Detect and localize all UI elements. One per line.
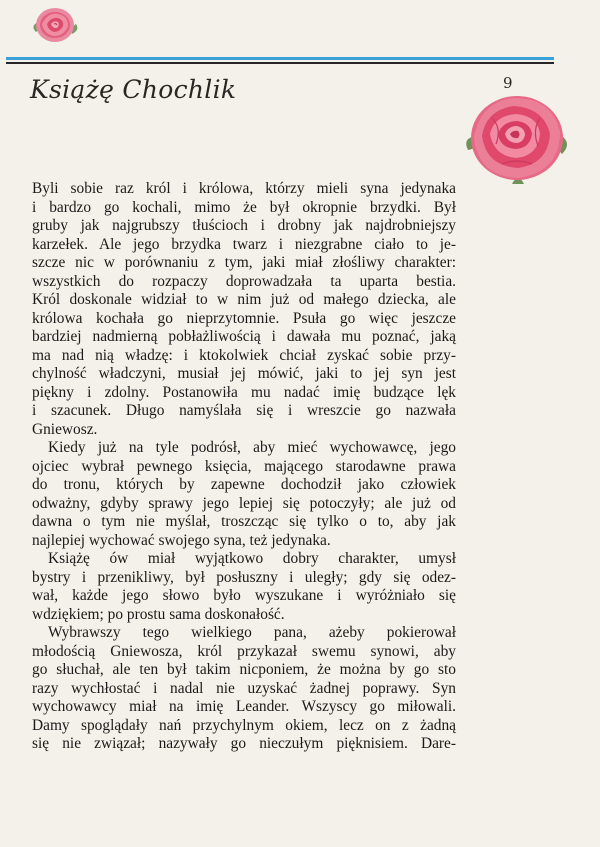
text-line: wał, każde jego słowo było wyszukane i wyróżniało się bbox=[32, 587, 456, 604]
text-line: chylność władczyni, musiał jej mówić, jaki to jej syn jest bbox=[32, 365, 456, 382]
text-line: najlepiej wychować swojego syna, też jedynaka. bbox=[32, 531, 331, 549]
text-line: Damy spoglądały nań przychylnym okiem, lecz on z żadną bbox=[32, 716, 456, 734]
text-line: Byli sobie raz król i królowa, którzy mieli syna jedynaka bbox=[32, 180, 456, 197]
header-rule-black bbox=[6, 62, 554, 64]
text-line: razy wychłostać i nadal nie uzyskać żadnej poprawy. Syn bbox=[32, 679, 456, 697]
text-line: bystry i przenikliwy, był posłuszny i uległy; gdy się odez- bbox=[32, 568, 456, 586]
chapter-title: Książę Chochlik bbox=[30, 75, 237, 104]
text-line: ma nad nią władzę: i ktokolwiek chciał zyskać sobie przy- bbox=[32, 346, 456, 364]
rose-ornament-icon bbox=[28, 2, 82, 48]
paragraph-3 bbox=[32, 550, 456, 624]
text-line: Król doskonale widział to w nim już od małego dziecka, ale bbox=[32, 291, 456, 308]
text-line: piękny i zdolny. Postanowiła mu nadać imię budzące lęk bbox=[32, 383, 456, 401]
text-line: Książę ów miał wyjątkowo dobry charakter, umysł bbox=[48, 550, 456, 567]
text-line: się nie związał; nazywały go nieczułym pięknisiem. Dare- bbox=[32, 735, 456, 752]
text-line: dawna o tym nie myślał, troszcząc się tylko o to, aby jak bbox=[32, 513, 456, 530]
paragraph-2 bbox=[32, 439, 456, 550]
paragraph-1 bbox=[32, 180, 456, 439]
rose-illustration-icon bbox=[462, 88, 572, 188]
header-rule-blue bbox=[6, 57, 554, 60]
text-line: Kiedy już na tyle podrósł, aby mieć wychowawcę, jego bbox=[48, 439, 456, 456]
page-number: 9 bbox=[503, 74, 513, 92]
text-line: Wybrawszy tego wielkiego pana, ażeby pokierował bbox=[48, 624, 456, 641]
text-line: go słuchał, ale ten był takim nicponiem, że można by go sto bbox=[32, 661, 456, 678]
text-line: wdziękiem; po prostu sama doskonałość. bbox=[32, 605, 285, 623]
text-line: do tronu, których by zapewne dochodził jako człowiek bbox=[32, 476, 456, 493]
paragraph-4 bbox=[32, 624, 456, 754]
text-line: bardziej nadmierną pobłażliwością i dawała mu poznać, jaką bbox=[32, 328, 456, 345]
text-line: wychowawcy miał na imię Leander. Wszyscy go miłowali. bbox=[32, 698, 456, 715]
text-line: ojciec wybrał pewnego księcia, mającego starodawne prawa bbox=[32, 457, 456, 475]
text-line: karzełek. Ale jego brzydka twarz i niezgrabne ciało to je- bbox=[32, 235, 456, 253]
text-line: i szacunek. Długo namyślała się i wreszcie go nazwała bbox=[32, 402, 456, 419]
text-line: szcze nic w porównaniu z tym, jaki miał złośliwy charakter: bbox=[32, 254, 456, 271]
text-line: Gniewosz. bbox=[32, 420, 98, 438]
story-text bbox=[32, 180, 456, 754]
text-line: królowa kochała go nieprzytomnie. Psuła go więc jeszcze bbox=[32, 309, 456, 327]
text-line: i bardzo go kochali, mimo że był okropnie brzydki. Był bbox=[32, 198, 456, 216]
text-line: wszystkich do rozpaczy doprowadzała ta uparta bestia. bbox=[32, 272, 456, 290]
text-line: gruby jak najgrubszy tłuścioch i drobny jak najdrobniejszy bbox=[32, 217, 456, 234]
text-line: młodością Gniewosza, król przykazał swemu synowi, aby bbox=[32, 642, 456, 660]
text-line: odważny, gdyby sprawy jego lepiej się potoczyły; ale już od bbox=[32, 494, 456, 512]
